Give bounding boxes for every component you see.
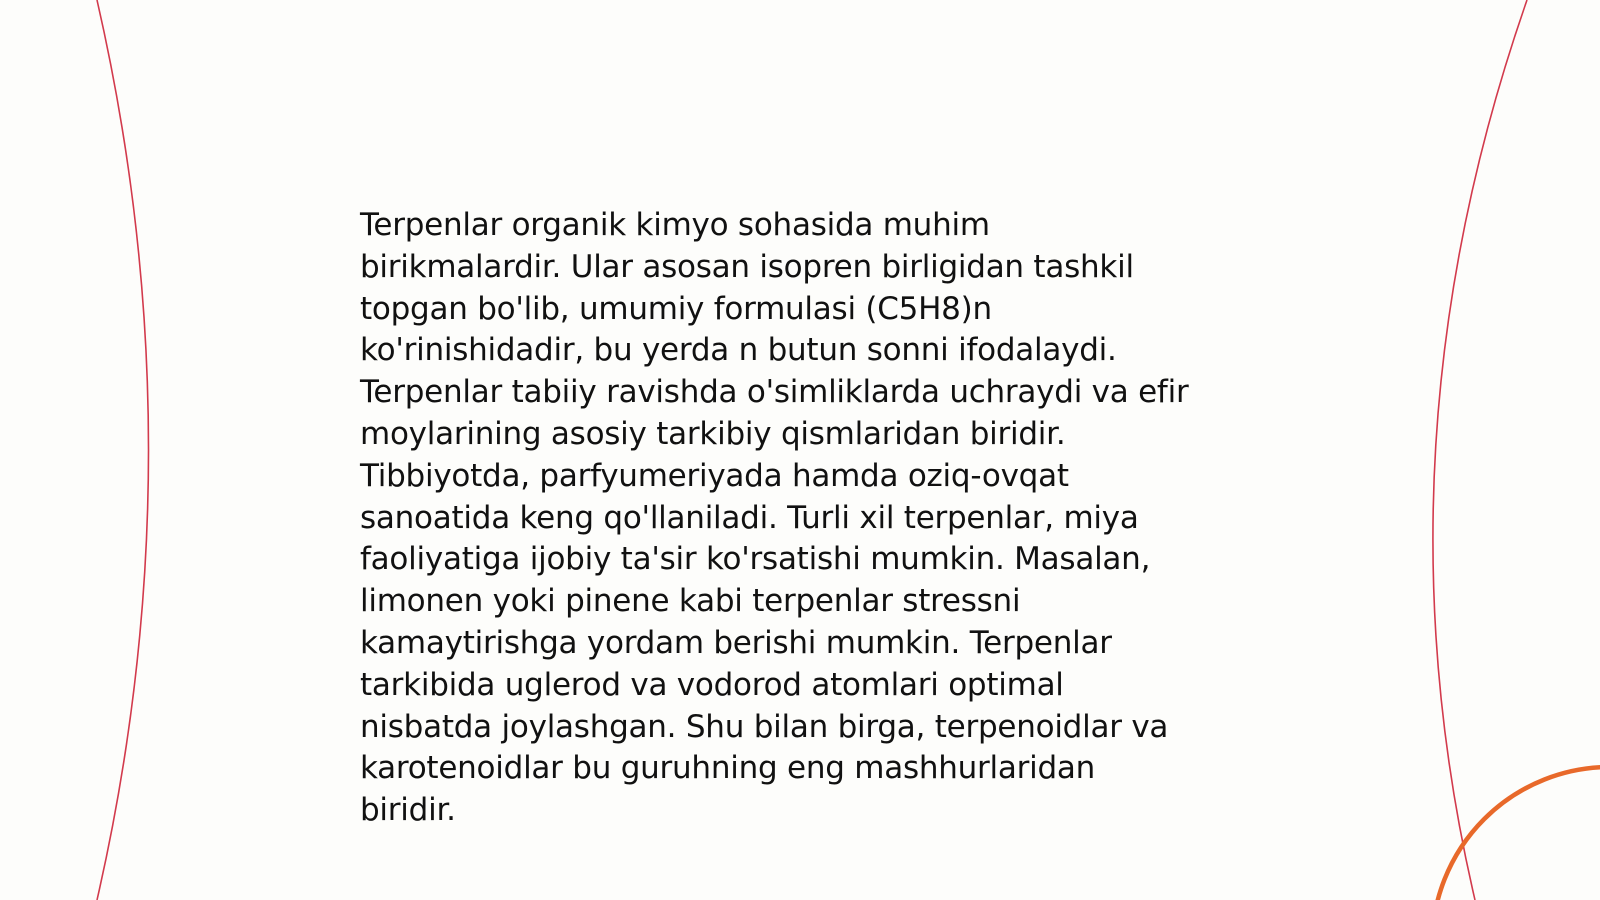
left-curve-line	[97, 0, 149, 900]
body-paragraph: Terpenlar organik kimyo sohasida muhim birikmalardir. Ular asosan isopren birligidan tashkil topgan bo'lib, umumiy formulasi (C5H8)n ko'rinishidadir, bu yerda n butun sonni ifodalaydi. Terpenlar tabiiy ravishda o'simliklarda uchraydi va efir moylarining asosiy tarkibiy qismlaridan biridir. Tibbiyotda, parfyumeriyada hamda oziq-ovqat sanoatida keng qo'llaniladi. Turli xil terpenlar, miya faoliyatiga ijobiy ta'sir ko'rsatishi mumkin. Masalan, limonen yoki pinene kabi terpenlar stressni kamaytirishga yordam berishi mumkin. Terpenlar tarkibida uglerod va vodorod atomlari optimal nisbatda joylashgan. Shu bilan birga, terpenoidlar va karotenoidlar bu guruhning eng mashhurlaridan biridir.	[360, 207, 1189, 829]
right-curve-line	[1433, 0, 1527, 900]
accent-circle	[1432, 767, 1600, 900]
